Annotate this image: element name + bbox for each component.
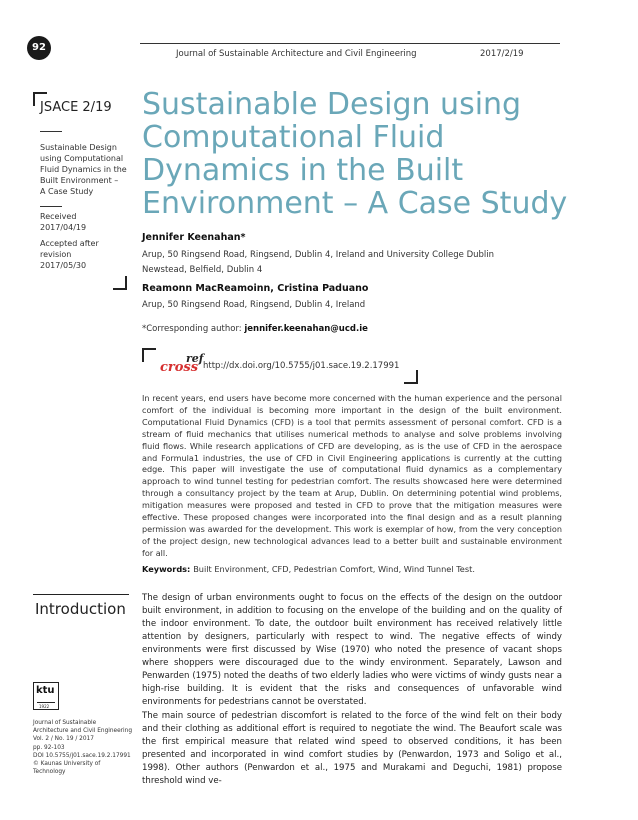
crossref-logo: cross [160, 360, 199, 375]
intro-paragraph-2: The main source of pedestrian discomfort is related to the force of the wind felt on their body and their clothing as additional effort is required to negotiate the wind. The Beaufort scale was the first empirical measure that related wind speed to observed conditions, it has been presented and incorporated in wind comfort studies by (Penwardon, 1973 and Soligo et al., 1998). Other authors (Penwardon et al., 1975 and Murakami and Deguchi, 1981) propose threshold wind ve- [142, 711, 562, 787]
author-secondary: Reamonn MacReamoinn, Cristina Paduano [142, 283, 369, 294]
accepted-date: Accepted after revision 2017/05/30 [40, 239, 99, 270]
crop-mark-top-left [142, 348, 156, 362]
received-date: Received 2017/04/19 [40, 212, 87, 232]
header-date: 2017/2/19 [480, 49, 524, 59]
crop-mark-bottom-right [404, 370, 418, 384]
header-journal: Journal of Sustainable Architecture and Civil Engineering [176, 49, 417, 59]
ktu-logo: ktu 1922 [33, 682, 59, 710]
header-rule [140, 43, 560, 44]
publication-info: Journal of Sustainable Architecture and Civil Engineering Vol. 2 / No. 19 / 2017 pp. 92-103 DOI 10.5755/j01.sace.19.2.17991 © Kaunas University of Technology [33, 720, 133, 776]
sidebar-divider [40, 206, 62, 207]
affiliation-secondary: Arup, 50 Ringsend Road, Ringsend, Dublin 4, Ireland [142, 300, 366, 310]
corresponding-email[interactable]: jennifer.keenahan@ucd.ie [244, 324, 368, 334]
crop-mark-bottom-right [113, 276, 127, 290]
sidebar-short-title: Sustainable Design using Computational Fluid Dynamics in the Built Environment – A Case Study [40, 143, 127, 196]
corresponding-author: *Corresponding author: jennifer.keenahan@ucd.ie [142, 324, 368, 334]
section-heading-introduction: Introduction [35, 600, 126, 618]
crossref-logo-ref: ref [186, 352, 204, 365]
sidebar-divider [40, 131, 62, 132]
abstract: In recent years, end users have become more concerned with the human experience and the personal comfort of the individual is becoming more important in the design of the built environment. Computational Fluid Dynamics (CFD) is a tool that permits assessment of personal comfort. CFD is a stream of fluid mechanics that utilises numerical methods to analyse and solve problems involving fluid flows. While research applications of CFD are developing, as is the use of CFD in the aerospace and Formula1 industries, the use of CFD in Civil Engineering applications is currently at the cutting edge. This paper will investigate the use of computational fluid dynamics as a complementary approach to wind tunnel testing for pedestrian comfort. The results showcased here were determined through a consultancy project by the team at Arup, Dublin. On determining potential wind problems, mitigation measures were proposed and tested in CFD to prove that the mitigation measures were effective. These proposed changes were incorporated into the final design and as a result planning permission was awarded for the development. This work is exemplar of how, from the very conception of the project design, new technological advances lead to a better built and sustainable environment for all. [142, 393, 562, 558]
affiliation-primary: Arup, 50 Ringsend Road, Ringsend, Dublin 4, Ireland and University College Dublin Newstead, Belfield, Dublin 4 [142, 250, 495, 275]
page-number: 92 [27, 36, 51, 60]
intro-paragraph-1: The design of urban environments ought to focus on the effects of the design on the outdoor built environment, in addition to focusing on the envelope of the building and on the quality of the indoor environment. To date, the outdoor built environment has received relatively little attention by designers, particularly with respect to wind. The negative effects of windy environments were first discussed by Wise (1970) who noted the presence of vacant shops where shoppers were discouraged due to the windy environment. Separately, Lawson and Penwarden (1975) noted the deaths of two elderly ladies who were victims of windy gusts near a high-rise building. It is evident that the risks and consequences of unfavorable wind environments for pedestrians cannot be overstated. [142, 593, 562, 708]
paper-title: Sustainable Design using Computational Fluid Dynamics in the Built Environment – A Case Study [142, 87, 568, 221]
keywords: Keywords: Built Environment, CFD, Pedestrian Comfort, Wind, Wind Tunnel Test. [142, 564, 475, 574]
section-rule [33, 594, 129, 595]
doi-link[interactable]: http://dx.doi.org/10.5755/j01.sace.19.2.17991 [203, 361, 400, 371]
author-primary: Jennifer Keenahan* [142, 232, 246, 243]
journal-code: JSACE 2/19 [40, 100, 112, 115]
